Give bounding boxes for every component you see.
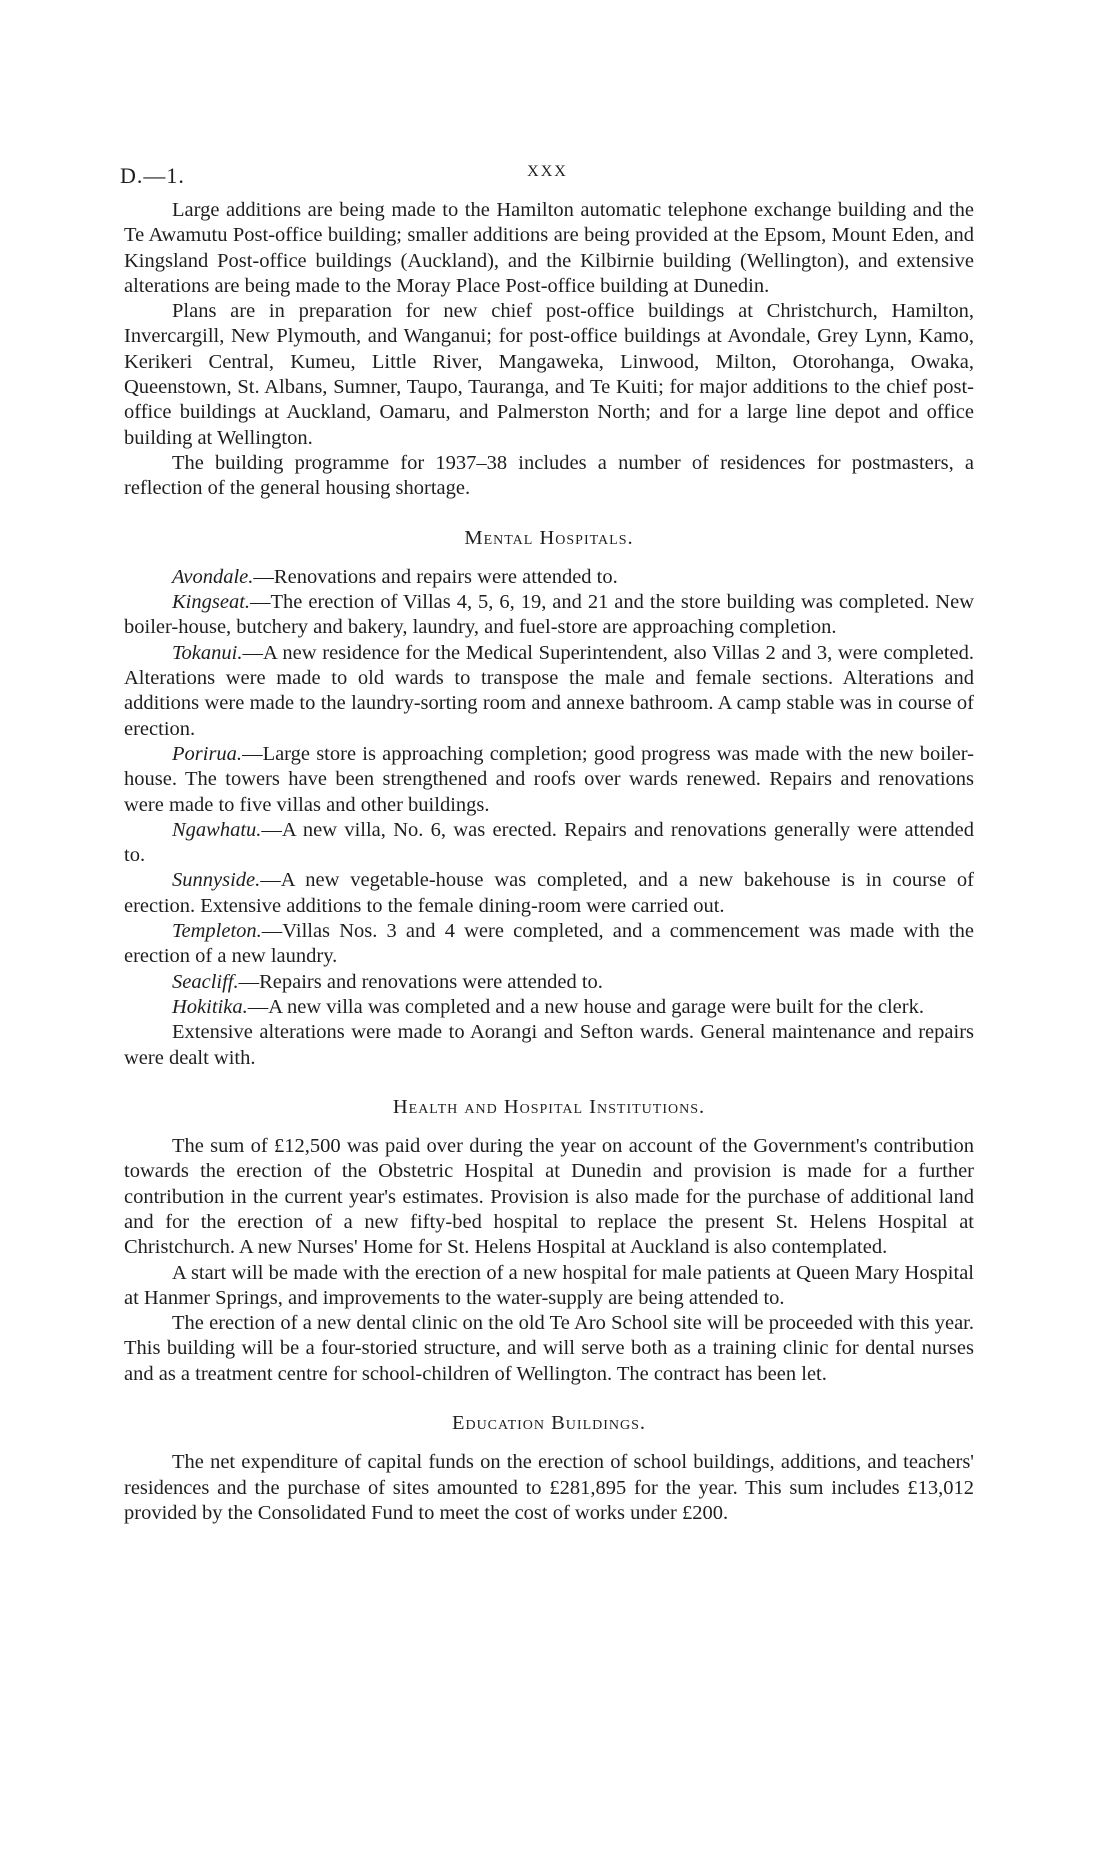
document-reference: D.—1. bbox=[120, 163, 185, 188]
place-name: Avondale. bbox=[172, 565, 254, 588]
entry-tokanui bbox=[124, 641, 974, 742]
entry-text: —Large store is approaching completion; good progress was made with the new boiler-house. The towers have been strengthened and roofs over wards renewed. Repairs and renovations were made to five villas and other buildings. bbox=[124, 742, 974, 816]
page-number: XXX bbox=[527, 163, 568, 180]
entry-seacliff bbox=[124, 970, 974, 995]
entry-text: —A new residence for the Medical Superintendent, also Villas 2 and 3, were completed. Alterations were made to old wards to transpose the male and female sections. Alterations and additions were made to the laundry-sorting room and annexe bathroom. A camp stable was in course of erection. bbox=[124, 641, 974, 740]
paragraph-post-office-additions: Large additions are being made to the Hamilton automatic telephone exchange building and the Te Awamutu Post-office building; smaller additions are being provided at the Epsom, Mount Eden, and Kingsland Post-office buildings (Auckland), and the Kilbirnie building (Wellington), and extensive alterations are being made to the Moray Place Post-office building at Dunedin. bbox=[124, 199, 974, 297]
heading-education-buildings: Education Buildings. bbox=[451, 1412, 647, 1435]
place-name: Ngawhatu. bbox=[172, 818, 262, 841]
paragraph-post-office-plans: Plans are in preparation for new chief post-office buildings at Christchurch, Hamilton, Invercargill, New Plymouth, and Wanganui; for post-office buildings at Avondale, Grey Lynn, Kamo, Kerikeri Central, Kumeu, Little River, Mangaweka, Linwood, Milton, Otorohanga, Owaka, Queenstown, St. Albans, Sumner, Taupo, Tauranga, and Te Kuiti; for major additions to the chief post-office buildings at Auckland, Oamaru, and Palmerston North; and for a large line depot and office building at Wellington. bbox=[124, 300, 974, 449]
place-name: Sunnyside. bbox=[172, 869, 261, 892]
place-name: Tokanui. bbox=[172, 641, 243, 664]
entry-kingseat bbox=[124, 590, 974, 641]
entry-text: —A new villa, No. 6, was erected. Repairs and renovations generally were attended to. bbox=[124, 818, 974, 867]
entry-sunnyside bbox=[124, 868, 974, 919]
place-name: Seacliff. bbox=[172, 970, 239, 993]
entry-ngawhatu bbox=[124, 818, 974, 869]
entry-porirua bbox=[124, 742, 974, 818]
body-text bbox=[124, 198, 974, 1526]
place-name: Hokitika. bbox=[172, 995, 248, 1018]
paragraph-obstetric-hospital: The sum of £12,500 was paid over during the year on account of the Government's contribution towards the erection of the Obstetric Hospital at Dunedin and provision is made for a further contribution in the current year's estimates. Provision is also made for the purchase of additional land and for the erection of a new fifty-bed hospital to replace the present St. Helens Hospital at Christchurch. A new Nurses' Home for St. Helens Hospital at Auckland is also contemplated. bbox=[124, 1135, 974, 1259]
place-name: Templeton. bbox=[172, 920, 262, 943]
paragraph-dental-clinic: The erection of a new dental clinic on the old Te Aro School site will be proceeded with this year. This building will be a four-storied structure, and will serve both as a training clinic for dental nurses and as a treatment centre for school-children of Wellington. The contract has been let. bbox=[124, 1312, 974, 1385]
entry-text: —Renovations and repairs were attended to. bbox=[253, 565, 618, 588]
entry-text: —Repairs and renovations were attended to. bbox=[238, 970, 603, 993]
page-header bbox=[120, 163, 975, 193]
entry-avondale bbox=[124, 565, 974, 590]
entry-templeton bbox=[124, 919, 974, 970]
entry-text: —A new villa was completed and a new house and garage were built for the clerk. bbox=[247, 995, 924, 1018]
entry-text: —Villas Nos. 3 and 4 were completed, and a commencement was made with the erection of a new laundry. bbox=[124, 920, 974, 968]
paragraph-education-expenditure: The net expenditure of capital funds on the erection of school buildings, additions, and teachers' residences and the purchase of sites amounted to £281,895 for the year. This sum includes £13,012 provided by the Consolidated Fund to meet the cost of works under £200. bbox=[124, 1451, 974, 1524]
heading-mental-hospitals: Mental Hospitals. bbox=[464, 526, 634, 549]
paragraph-mental-closing: Extensive alterations were made to Aorangi and Sefton wards. General maintenance and repairs were dealt with. bbox=[124, 1021, 974, 1069]
heading-health-hospital-institutions: Health and Hospital Institutions. bbox=[392, 1095, 706, 1118]
place-name: Kingseat. bbox=[172, 591, 251, 614]
entry-text: —A new vegetable-house was completed, and a new bakehouse is in course of erection. Extensive additions to the female dining-room were carried out. bbox=[124, 869, 974, 917]
entry-hokitika bbox=[124, 995, 974, 1020]
paragraph-building-programme: The building programme for 1937–38 includes a number of residences for postmasters, a reflection of the general housing shortage. bbox=[124, 451, 974, 500]
entry-text: —The erection of Villas 4, 5, 6, 19, and 21 and the store building was completed. New boiler-house, butchery and bakery, laundry, and fuel-store are approaching completion. bbox=[124, 591, 974, 639]
paragraph-hanmer-springs: A start will be made with the erection of a new hospital for male patients at Queen Mary Hospital at Hanmer Springs, and improvements to the water-supply are being attended to. bbox=[124, 1261, 974, 1309]
place-name: Porirua. bbox=[172, 742, 243, 765]
